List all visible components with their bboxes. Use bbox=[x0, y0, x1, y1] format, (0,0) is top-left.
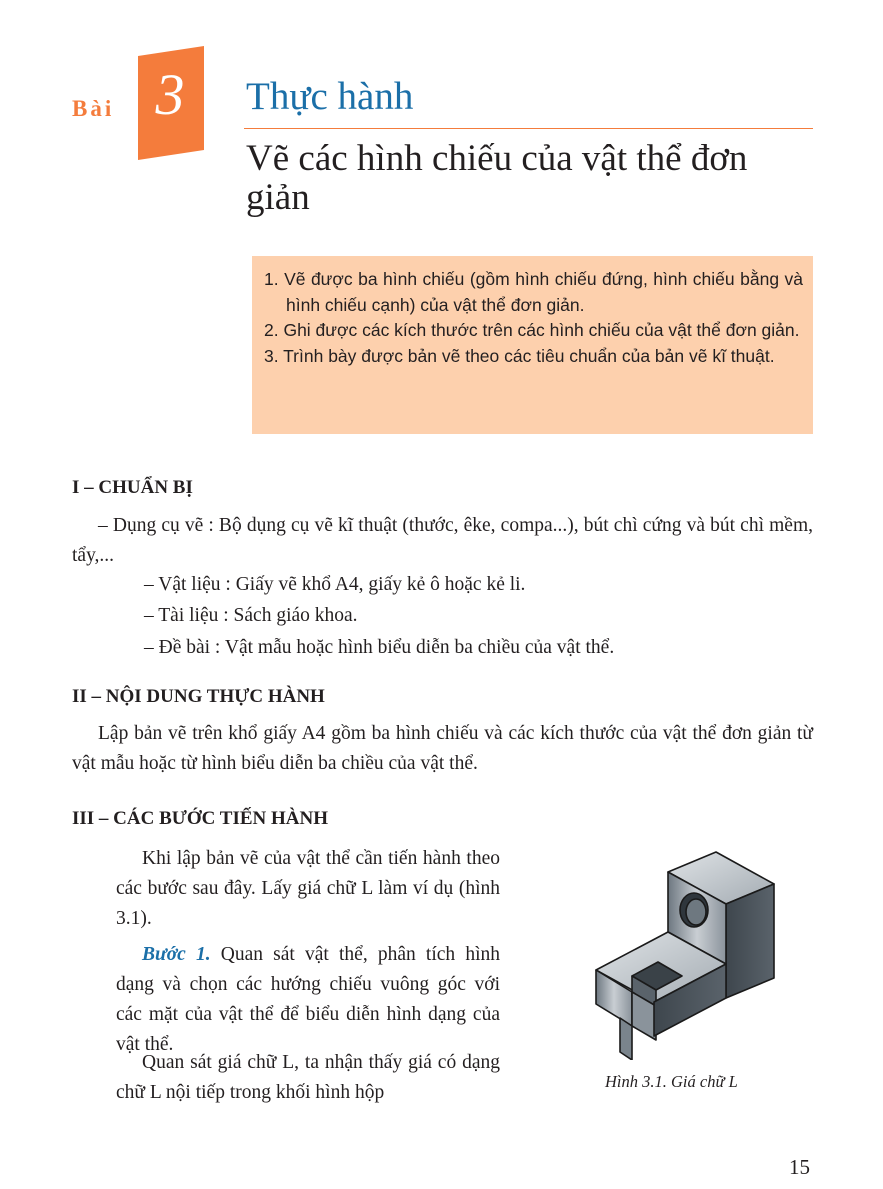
step-1-paragraph bbox=[116, 940, 500, 1060]
section-heading-steps: III – CÁC BƯỚC TIẾN HÀNH bbox=[72, 808, 329, 829]
lesson-number: 3 bbox=[155, 62, 185, 127]
l-bracket-figure bbox=[590, 846, 780, 1060]
section-heading-content: II – NỘI DUNG THỰC HÀNH bbox=[72, 686, 325, 707]
observe-paragraph: Quan sát giá chữ L, ta nhận thấy giá có dạng chữ L nội tiếp trong khối hình hộp bbox=[116, 1052, 500, 1103]
prep-materials: – Vật liệu : Giấy vẽ khổ A4, giấy kẻ ô hoặc kẻ li. bbox=[144, 574, 526, 595]
prep-tools: – Dụng cụ vẽ : Bộ dụng cụ vẽ kĩ thuật (thước, êke, compa...), bút chì cứng và bút chì mềm, tẩy,... bbox=[72, 515, 813, 566]
objective-item: 1. Vẽ được ba hình chiếu (gồm hình chiếu đứng, hình chiếu bằng và hình chiếu cạnh) của vật thể đơn giản. bbox=[264, 269, 803, 315]
content-text: Lập bản vẽ trên khổ giấy A4 gồm ba hình chiếu và các kích thước của vật thể đơn giản từ vật mẫu hoặc từ hình biểu diễn ba chiều của vật thể. bbox=[72, 723, 813, 774]
objective-item: 2. Ghi được các kích thước trên các hình chiếu của vật thể đơn giản. bbox=[264, 320, 800, 340]
step-1-label: Bước 1. bbox=[142, 944, 211, 965]
lesson-subtitle: Vẽ các hình chiếu của vật thể đơn giản bbox=[246, 138, 748, 218]
steps-intro: Khi lập bản vẽ của vật thể cần tiến hành theo các bước sau đây. Lấy giá chữ L làm ví dụ (hình 3.1). bbox=[116, 848, 500, 929]
lesson-title: Thực hành bbox=[246, 75, 414, 118]
section-heading-preparation: I – CHUẨN BỊ bbox=[72, 477, 193, 498]
prep-assignment: – Đề bài : Vật mẫu hoặc hình biểu diễn ba chiều của vật thể. bbox=[144, 637, 615, 658]
prep-documents: – Tài liệu : Sách giáo khoa. bbox=[144, 605, 358, 626]
step-1-text: Quan sát vật thể, phân tích hình dạng và chọn các hướng chiếu vuông góc với các mặt của vật thể để biểu diễn hình dạng của vật thể. bbox=[116, 944, 501, 1055]
figure-caption: Hình 3.1. Giá chữ L bbox=[605, 1072, 738, 1091]
objective-item: 3. Trình bày được bản vẽ theo các tiêu chuẩn của bản vẽ kĩ thuật. bbox=[264, 345, 775, 366]
title-rule bbox=[244, 128, 813, 129]
objectives-box bbox=[252, 256, 813, 434]
lesson-label: Bài bbox=[72, 96, 115, 121]
page-number: 15 bbox=[789, 1155, 810, 1179]
